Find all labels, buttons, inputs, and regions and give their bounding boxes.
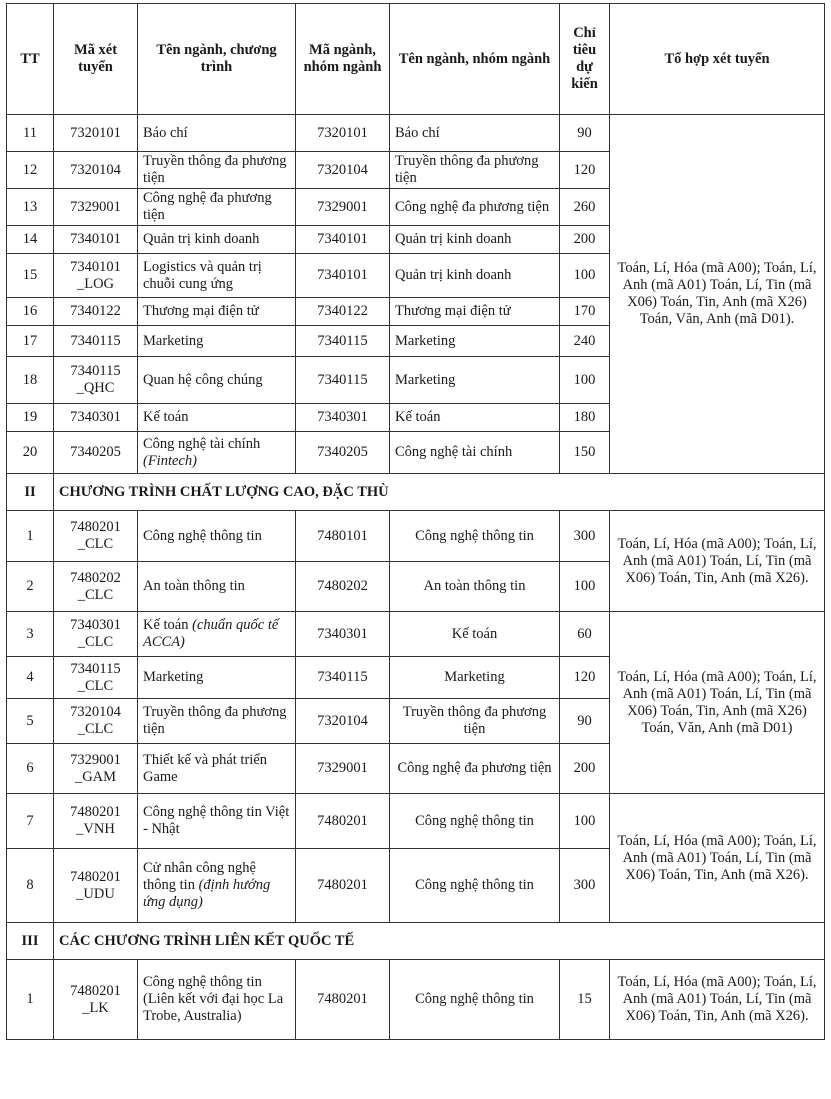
cell-ma: 7340101 _LOG xyxy=(54,254,138,298)
cell-nhom: Công nghệ đa phương tiện xyxy=(390,744,560,794)
cell-ma: 7340122 xyxy=(54,298,138,326)
header-chi-tieu: Chỉ tiêu dự kiến xyxy=(560,4,610,115)
cell-nhom: Công nghệ thông tin xyxy=(390,794,560,849)
header-row xyxy=(7,4,825,115)
cell-tt: 15 xyxy=(7,254,54,298)
cell-tt: 7 xyxy=(7,794,54,849)
cell-ten-note: (Fintech) xyxy=(143,452,197,469)
cell-ma: 7480201 _VNH xyxy=(54,794,138,849)
cell-tt: 1 xyxy=(7,511,54,562)
cell-ma-nganh: 7480202 xyxy=(296,562,390,612)
cell-nhom: Marketing xyxy=(390,357,560,404)
cell-nhom: Truyền thông đa phương tiện xyxy=(390,699,560,744)
cell-chi-tieu: 100 xyxy=(560,794,610,849)
cell-nhom: Marketing xyxy=(390,326,560,357)
cell-ten: Kế toán xyxy=(138,404,296,432)
cell-ma: 7320101 xyxy=(54,115,138,152)
cell-tt: 4 xyxy=(7,657,54,699)
cell-chi-tieu: 300 xyxy=(560,511,610,562)
cell-tt: 14 xyxy=(7,226,54,254)
cell-ma-nganh: 7340301 xyxy=(296,612,390,657)
cell-tt: 3 xyxy=(7,612,54,657)
cell-to-hop: Toán, Lí, Hóa (mã A00); Toán, Lí, Anh (mã A01) Toán, Lí, Tin (mã X06) Toán, Tin, Anh (mã X26) Toán, Văn, Anh (mã D01). xyxy=(610,115,825,474)
cell-ten: Thiết kế và phát triển Game xyxy=(138,744,296,794)
cell-tt: 1 xyxy=(7,960,54,1040)
cell-ten: Quản trị kinh doanh xyxy=(138,226,296,254)
cell-ten-note: (chuẩn quốc tế ACCA) xyxy=(143,617,279,650)
cell-ma: 7480201 _CLC xyxy=(54,511,138,562)
cell-ten-text: Công nghệ tài chính xyxy=(143,435,261,452)
cell-ma: 7340205 xyxy=(54,432,138,474)
cell-chi-tieu: 100 xyxy=(560,562,610,612)
cell-chi-tieu: 170 xyxy=(560,298,610,326)
cell-ma: 7480202 _CLC xyxy=(54,562,138,612)
cell-chi-tieu: 200 xyxy=(560,226,610,254)
cell-ten: Báo chí xyxy=(138,115,296,152)
cell-tt: 5 xyxy=(7,699,54,744)
cell-tt: 20 xyxy=(7,432,54,474)
cell-ma-nganh: 7480201 xyxy=(296,849,390,923)
cell-ma: 7340101 xyxy=(54,226,138,254)
cell-ten: Công nghệ đa phương tiện xyxy=(138,189,296,226)
cell-chi-tieu: 100 xyxy=(560,254,610,298)
cell-ten-text: Kế toán xyxy=(143,617,189,633)
cell-ten: Công nghệ thông tin Việt - Nhật xyxy=(138,794,296,849)
header-tt: TT xyxy=(7,4,54,115)
cell-chi-tieu: 90 xyxy=(560,699,610,744)
cell-nhom: Thương mại điện tử xyxy=(390,298,560,326)
cell-ma: 7320104 xyxy=(54,152,138,189)
cell-ten: Truyền thông đa phương tiện xyxy=(138,152,296,189)
cell-ma-nganh: 7340101 xyxy=(296,226,390,254)
cell-ma: 7340115 xyxy=(54,326,138,357)
cell-chi-tieu: 260 xyxy=(560,189,610,226)
cell-nhom: An toàn thông tin xyxy=(390,562,560,612)
cell-tt: 19 xyxy=(7,404,54,432)
cell-ma-nganh: 7340122 xyxy=(296,298,390,326)
cell-nhom: Công nghệ thông tin xyxy=(390,849,560,923)
cell-ten xyxy=(138,849,296,923)
cell-ten xyxy=(138,612,296,657)
cell-ma: 7320104 _CLC xyxy=(54,699,138,744)
cell-ten: Thương mại điện tử xyxy=(138,298,296,326)
cell-nhom: Marketing xyxy=(390,657,560,699)
cell-ten: Marketing xyxy=(138,657,296,699)
cell-to-hop: Toán, Lí, Hóa (mã A00); Toán, Lí, Anh (mã A01) Toán, Lí, Tin (mã X06) Toán, Tin, Anh (mã X26). xyxy=(610,794,825,923)
cell-chi-tieu: 60 xyxy=(560,612,610,657)
cell-ma: 7480201 _UDU xyxy=(54,849,138,923)
header-ten-nganh-chuong-trinh: Tên ngành, chương trình xyxy=(138,4,296,115)
section-number: II xyxy=(7,474,54,511)
cell-ma-nganh: 7340115 xyxy=(296,657,390,699)
cell-ten: Logistics và quản trị chuỗi cung ứng xyxy=(138,254,296,298)
cell-ten-note: (định hướng ứng dụng) xyxy=(143,877,271,910)
cell-chi-tieu: 150 xyxy=(560,432,610,474)
table-row xyxy=(7,511,825,562)
section-title: CÁC CHƯƠNG TRÌNH LIÊN KẾT QUỐC TẾ xyxy=(54,923,825,960)
cell-chi-tieu: 200 xyxy=(560,744,610,794)
cell-ma-nganh: 7340101 xyxy=(296,254,390,298)
cell-nhom: Kế toán xyxy=(390,612,560,657)
cell-nhom: Công nghệ tài chính xyxy=(390,432,560,474)
header-ma-xet-tuyen: Mã xét tuyển xyxy=(54,4,138,115)
cell-ma: 7329001 _GAM xyxy=(54,744,138,794)
cell-tt: 6 xyxy=(7,744,54,794)
cell-ma-nganh: 7340205 xyxy=(296,432,390,474)
cell-nhom: Truyền thông đa phương tiện xyxy=(390,152,560,189)
cell-tt: 17 xyxy=(7,326,54,357)
cell-ten: Quan hệ công chúng xyxy=(138,357,296,404)
header-to-hop: Tổ hợp xét tuyển xyxy=(610,4,825,115)
header-ma-nganh-nhom: Mã ngành, nhóm ngành xyxy=(296,4,390,115)
cell-nhom: Công nghệ thông tin xyxy=(390,511,560,562)
cell-ma-nganh: 7320104 xyxy=(296,152,390,189)
cell-ten: Công nghệ thông tin xyxy=(138,511,296,562)
table-row xyxy=(7,612,825,657)
cell-ten: Marketing xyxy=(138,326,296,357)
cell-chi-tieu: 100 xyxy=(560,357,610,404)
cell-nhom: Quản trị kinh doanh xyxy=(390,254,560,298)
cell-chi-tieu: 90 xyxy=(560,115,610,152)
cell-ma-nganh: 7340115 xyxy=(296,357,390,404)
cell-tt: 11 xyxy=(7,115,54,152)
cell-tt: 18 xyxy=(7,357,54,404)
cell-chi-tieu: 120 xyxy=(560,657,610,699)
cell-ma-nganh: 7340301 xyxy=(296,404,390,432)
cell-to-hop: Toán, Lí, Hóa (mã A00); Toán, Lí, Anh (mã A01) Toán, Lí, Tin (mã X06) Toán, Tin, Anh (mã X26). xyxy=(610,511,825,612)
cell-nhom: Kế toán xyxy=(390,404,560,432)
cell-chi-tieu: 15 xyxy=(560,960,610,1040)
cell-nhom: Công nghệ đa phương tiện xyxy=(390,189,560,226)
section-title: CHƯƠNG TRÌNH CHẤT LƯỢNG CAO, ĐẶC THÙ xyxy=(54,474,825,511)
cell-ma: 7340301 xyxy=(54,404,138,432)
cell-ten xyxy=(138,432,296,474)
cell-tt: 16 xyxy=(7,298,54,326)
cell-ma-nganh: 7320101 xyxy=(296,115,390,152)
cell-tt: 8 xyxy=(7,849,54,923)
section-header-row xyxy=(7,923,825,960)
table-row xyxy=(7,794,825,849)
cell-ma-nganh: 7320104 xyxy=(296,699,390,744)
admission-table xyxy=(6,3,825,1040)
cell-ma: 7480201 _LK xyxy=(54,960,138,1040)
cell-chi-tieu: 120 xyxy=(560,152,610,189)
cell-ten: An toàn thông tin xyxy=(138,562,296,612)
cell-nhom: Quản trị kinh doanh xyxy=(390,226,560,254)
cell-to-hop: Toán, Lí, Hóa (mã A00); Toán, Lí, Anh (mã A01) Toán, Lí, Tin (mã X06) Toán, Tin, Anh (mã X26). xyxy=(610,960,825,1040)
cell-ma-nganh: 7329001 xyxy=(296,189,390,226)
cell-ma-nganh: 7329001 xyxy=(296,744,390,794)
cell-ten: Công nghệ thông tin (Liên kết với đại học La Trobe, Australia) xyxy=(138,960,296,1040)
cell-ten: Truyền thông đa phương tiện xyxy=(138,699,296,744)
cell-tt: 2 xyxy=(7,562,54,612)
header-ten-nganh-nhom: Tên ngành, nhóm ngành xyxy=(390,4,560,115)
table-row xyxy=(7,115,825,152)
cell-ten-text: Cử nhân công nghệ thông tin xyxy=(143,860,256,893)
cell-nhom: Công nghệ thông tin xyxy=(390,960,560,1040)
cell-ma: 7340115 _CLC xyxy=(54,657,138,699)
cell-ma-nganh: 7480101 xyxy=(296,511,390,562)
cell-to-hop: Toán, Lí, Hóa (mã A00); Toán, Lí, Anh (mã A01) Toán, Lí, Tin (mã X06) Toán, Tin, Anh (mã X26) Toán, Văn, Anh (mã D01) xyxy=(610,612,825,794)
cell-ma-nganh: 7340115 xyxy=(296,326,390,357)
table-row xyxy=(7,960,825,1040)
cell-ma-nganh: 7480201 xyxy=(296,960,390,1040)
cell-tt: 12 xyxy=(7,152,54,189)
cell-chi-tieu: 240 xyxy=(560,326,610,357)
section-number: III xyxy=(7,923,54,960)
cell-chi-tieu: 300 xyxy=(560,849,610,923)
cell-chi-tieu: 180 xyxy=(560,404,610,432)
cell-nhom: Báo chí xyxy=(390,115,560,152)
cell-ma: 7340115 _QHC xyxy=(54,357,138,404)
cell-tt: 13 xyxy=(7,189,54,226)
section-header-row xyxy=(7,474,825,511)
cell-ma: 7340301 _CLC xyxy=(54,612,138,657)
cell-ma-nganh: 7480201 xyxy=(296,794,390,849)
cell-ma: 7329001 xyxy=(54,189,138,226)
